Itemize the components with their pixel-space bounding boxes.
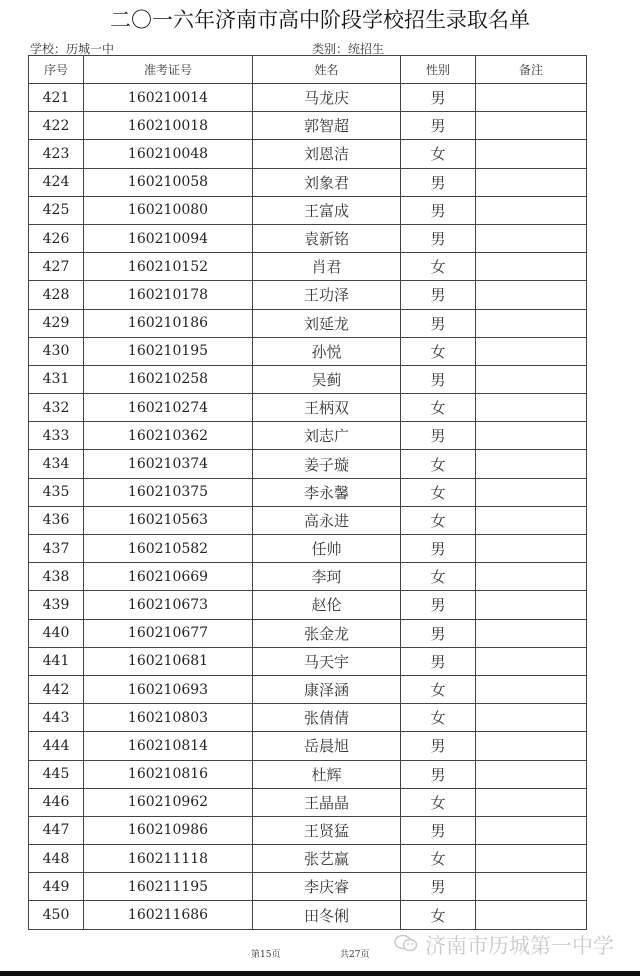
table-row <box>29 337 587 365</box>
exam-id: 160210178 <box>84 281 253 309</box>
table-row <box>29 422 587 450</box>
exam-id: 160210677 <box>84 619 253 647</box>
row-number: 436 <box>29 506 84 534</box>
remarks <box>476 647 587 675</box>
row-number: 443 <box>29 704 84 732</box>
gender: 男 <box>401 760 476 788</box>
remarks <box>476 535 587 563</box>
row-number: 424 <box>29 168 84 196</box>
row-number: 426 <box>29 224 84 252</box>
student-name: 吴蓟 <box>253 365 401 393</box>
exam-id: 160210693 <box>84 675 253 703</box>
gender: 男 <box>401 309 476 337</box>
student-name: 郭智超 <box>253 112 401 140</box>
gender: 女 <box>401 675 476 703</box>
student-name: 任帅 <box>253 535 401 563</box>
column-header-remarks: 备注 <box>476 56 587 84</box>
exam-id: 160210681 <box>84 647 253 675</box>
table-row <box>29 873 587 901</box>
exam-id: 160210375 <box>84 478 253 506</box>
remarks <box>476 309 587 337</box>
table-row <box>29 845 587 873</box>
student-name: 王柄双 <box>253 394 401 422</box>
gender: 女 <box>401 845 476 873</box>
remarks <box>476 450 587 478</box>
remarks <box>476 478 587 506</box>
remarks <box>476 816 587 844</box>
student-name: 马龙庆 <box>253 84 401 112</box>
column-header-exam-id: 准考证号 <box>84 56 253 84</box>
row-number: 444 <box>29 732 84 760</box>
row-number: 421 <box>29 84 84 112</box>
gender: 女 <box>401 704 476 732</box>
table-row <box>29 535 587 563</box>
row-number: 440 <box>29 619 84 647</box>
gender: 女 <box>401 563 476 591</box>
exam-id: 160210374 <box>84 450 253 478</box>
exam-id: 160210962 <box>84 788 253 816</box>
remarks <box>476 422 587 450</box>
row-number: 432 <box>29 394 84 422</box>
remarks <box>476 788 587 816</box>
page-title: 二〇一六年济南市高中阶段学校招生录取名单 <box>110 8 530 32</box>
student-name: 王功泽 <box>253 281 401 309</box>
row-number: 447 <box>29 816 84 844</box>
student-name: 李珂 <box>253 563 401 591</box>
watermark-text: 济南市历城第一中学 <box>425 934 614 958</box>
page-total: 共27页 <box>340 950 370 960</box>
table-row <box>29 591 587 619</box>
remarks <box>476 168 587 196</box>
exam-id: 160210274 <box>84 394 253 422</box>
table-row <box>29 704 587 732</box>
gender: 男 <box>401 873 476 901</box>
gender: 女 <box>401 140 476 168</box>
gender: 女 <box>401 478 476 506</box>
row-number: 448 <box>29 845 84 873</box>
student-name: 张倩倩 <box>253 704 401 732</box>
remarks <box>476 591 587 619</box>
table-row <box>29 788 587 816</box>
row-number: 441 <box>29 647 84 675</box>
row-number: 445 <box>29 760 84 788</box>
remarks <box>476 224 587 252</box>
table-row <box>29 168 587 196</box>
remarks <box>476 84 587 112</box>
gender: 男 <box>401 168 476 196</box>
row-number: 429 <box>29 309 84 337</box>
row-number: 431 <box>29 365 84 393</box>
student-name: 王贤猛 <box>253 816 401 844</box>
gender: 男 <box>401 619 476 647</box>
table-row <box>29 281 587 309</box>
remarks <box>476 845 587 873</box>
exam-id: 160210814 <box>84 732 253 760</box>
table-row <box>29 394 587 422</box>
table-row <box>29 478 587 506</box>
row-number: 446 <box>29 788 84 816</box>
row-number: 434 <box>29 450 84 478</box>
row-number: 435 <box>29 478 84 506</box>
student-name: 杜辉 <box>253 760 401 788</box>
gender: 女 <box>401 788 476 816</box>
watermark <box>393 930 614 960</box>
student-name: 赵伦 <box>253 591 401 619</box>
row-number: 422 <box>29 112 84 140</box>
gender: 女 <box>401 450 476 478</box>
exam-id: 160211118 <box>84 845 253 873</box>
table-row <box>29 901 587 929</box>
table-row <box>29 450 587 478</box>
school-label: 学校：历城一中 <box>30 42 115 56</box>
exam-id: 160210152 <box>84 253 253 281</box>
page-number: 第15页 <box>251 950 281 960</box>
row-number: 438 <box>29 563 84 591</box>
student-name: 刘象君 <box>253 168 401 196</box>
remarks <box>476 394 587 422</box>
table-row <box>29 365 587 393</box>
student-name: 姜子璇 <box>253 450 401 478</box>
exam-id: 160210803 <box>84 704 253 732</box>
student-name: 刘恩洁 <box>253 140 401 168</box>
gender: 男 <box>401 84 476 112</box>
exam-id: 160210018 <box>84 112 253 140</box>
remarks <box>476 140 587 168</box>
exam-id: 160210186 <box>84 309 253 337</box>
exam-id: 160210582 <box>84 535 253 563</box>
remarks <box>476 901 587 929</box>
gender: 男 <box>401 732 476 760</box>
exam-id: 160210195 <box>84 337 253 365</box>
table-header-row <box>29 56 587 84</box>
gender: 女 <box>401 253 476 281</box>
gender: 男 <box>401 422 476 450</box>
exam-id: 160210816 <box>84 760 253 788</box>
row-number: 425 <box>29 196 84 224</box>
gender: 女 <box>401 337 476 365</box>
table-row <box>29 84 587 112</box>
exam-id: 160211195 <box>84 873 253 901</box>
student-name: 肖君 <box>253 253 401 281</box>
gender: 男 <box>401 591 476 619</box>
row-number: 433 <box>29 422 84 450</box>
exam-id: 160210258 <box>84 365 253 393</box>
row-number: 450 <box>29 901 84 929</box>
student-name: 李永馨 <box>253 478 401 506</box>
exam-id: 160210058 <box>84 168 253 196</box>
remarks <box>476 112 587 140</box>
student-name: 张金龙 <box>253 619 401 647</box>
remarks <box>476 506 587 534</box>
remarks <box>476 873 587 901</box>
row-number: 427 <box>29 253 84 281</box>
table-row <box>29 309 587 337</box>
table-row <box>29 224 587 252</box>
gender: 男 <box>401 365 476 393</box>
remarks <box>476 760 587 788</box>
bottom-bar <box>0 971 640 976</box>
remarks <box>476 732 587 760</box>
student-name: 岳晨旭 <box>253 732 401 760</box>
gender: 男 <box>401 535 476 563</box>
table-row <box>29 140 587 168</box>
exam-id: 160210048 <box>84 140 253 168</box>
table-row <box>29 732 587 760</box>
exam-id: 160211686 <box>84 901 253 929</box>
column-header-name: 姓名 <box>253 56 401 84</box>
remarks <box>476 365 587 393</box>
gender: 女 <box>401 901 476 929</box>
remarks <box>476 337 587 365</box>
student-name: 刘志广 <box>253 422 401 450</box>
table-row <box>29 675 587 703</box>
student-name: 高永进 <box>253 506 401 534</box>
table-row <box>29 563 587 591</box>
column-header-number: 序号 <box>29 56 84 84</box>
remarks <box>476 281 587 309</box>
remarks <box>476 619 587 647</box>
table-row <box>29 619 587 647</box>
exam-id: 160210563 <box>84 506 253 534</box>
student-name: 王晶晶 <box>253 788 401 816</box>
table-row <box>29 506 587 534</box>
column-header-gender: 性别 <box>401 56 476 84</box>
gender: 男 <box>401 224 476 252</box>
row-number: 428 <box>29 281 84 309</box>
table-row <box>29 760 587 788</box>
row-number: 439 <box>29 591 84 619</box>
exam-id: 160210080 <box>84 196 253 224</box>
student-name: 孙悦 <box>253 337 401 365</box>
row-number: 442 <box>29 675 84 703</box>
table-row <box>29 112 587 140</box>
gender: 女 <box>401 394 476 422</box>
table-row <box>29 196 587 224</box>
gender: 男 <box>401 816 476 844</box>
exam-id: 160210986 <box>84 816 253 844</box>
gender: 男 <box>401 647 476 675</box>
table-row <box>29 816 587 844</box>
student-name: 袁新铭 <box>253 224 401 252</box>
remarks <box>476 196 587 224</box>
student-name: 张艺赢 <box>253 845 401 873</box>
student-name: 李庆睿 <box>253 873 401 901</box>
table-row <box>29 647 587 675</box>
exam-id: 160210014 <box>84 84 253 112</box>
student-name: 马天宇 <box>253 647 401 675</box>
gender: 男 <box>401 112 476 140</box>
row-number: 430 <box>29 337 84 365</box>
exam-id: 160210094 <box>84 224 253 252</box>
gender: 男 <box>401 196 476 224</box>
exam-id: 160210362 <box>84 422 253 450</box>
student-name: 王富成 <box>253 196 401 224</box>
student-name: 田冬俐 <box>253 901 401 929</box>
remarks <box>476 675 587 703</box>
exam-id: 160210669 <box>84 563 253 591</box>
row-number: 423 <box>29 140 84 168</box>
wechat-icon <box>393 933 419 958</box>
remarks <box>476 704 587 732</box>
table-row <box>29 253 587 281</box>
row-number: 437 <box>29 535 84 563</box>
student-name: 刘延龙 <box>253 309 401 337</box>
student-name: 康泽涵 <box>253 675 401 703</box>
category-label: 类别：统招生 <box>312 42 385 56</box>
remarks <box>476 563 587 591</box>
remarks <box>476 253 587 281</box>
gender: 女 <box>401 506 476 534</box>
gender: 男 <box>401 281 476 309</box>
row-number: 449 <box>29 873 84 901</box>
admission-table <box>28 55 587 930</box>
exam-id: 160210673 <box>84 591 253 619</box>
